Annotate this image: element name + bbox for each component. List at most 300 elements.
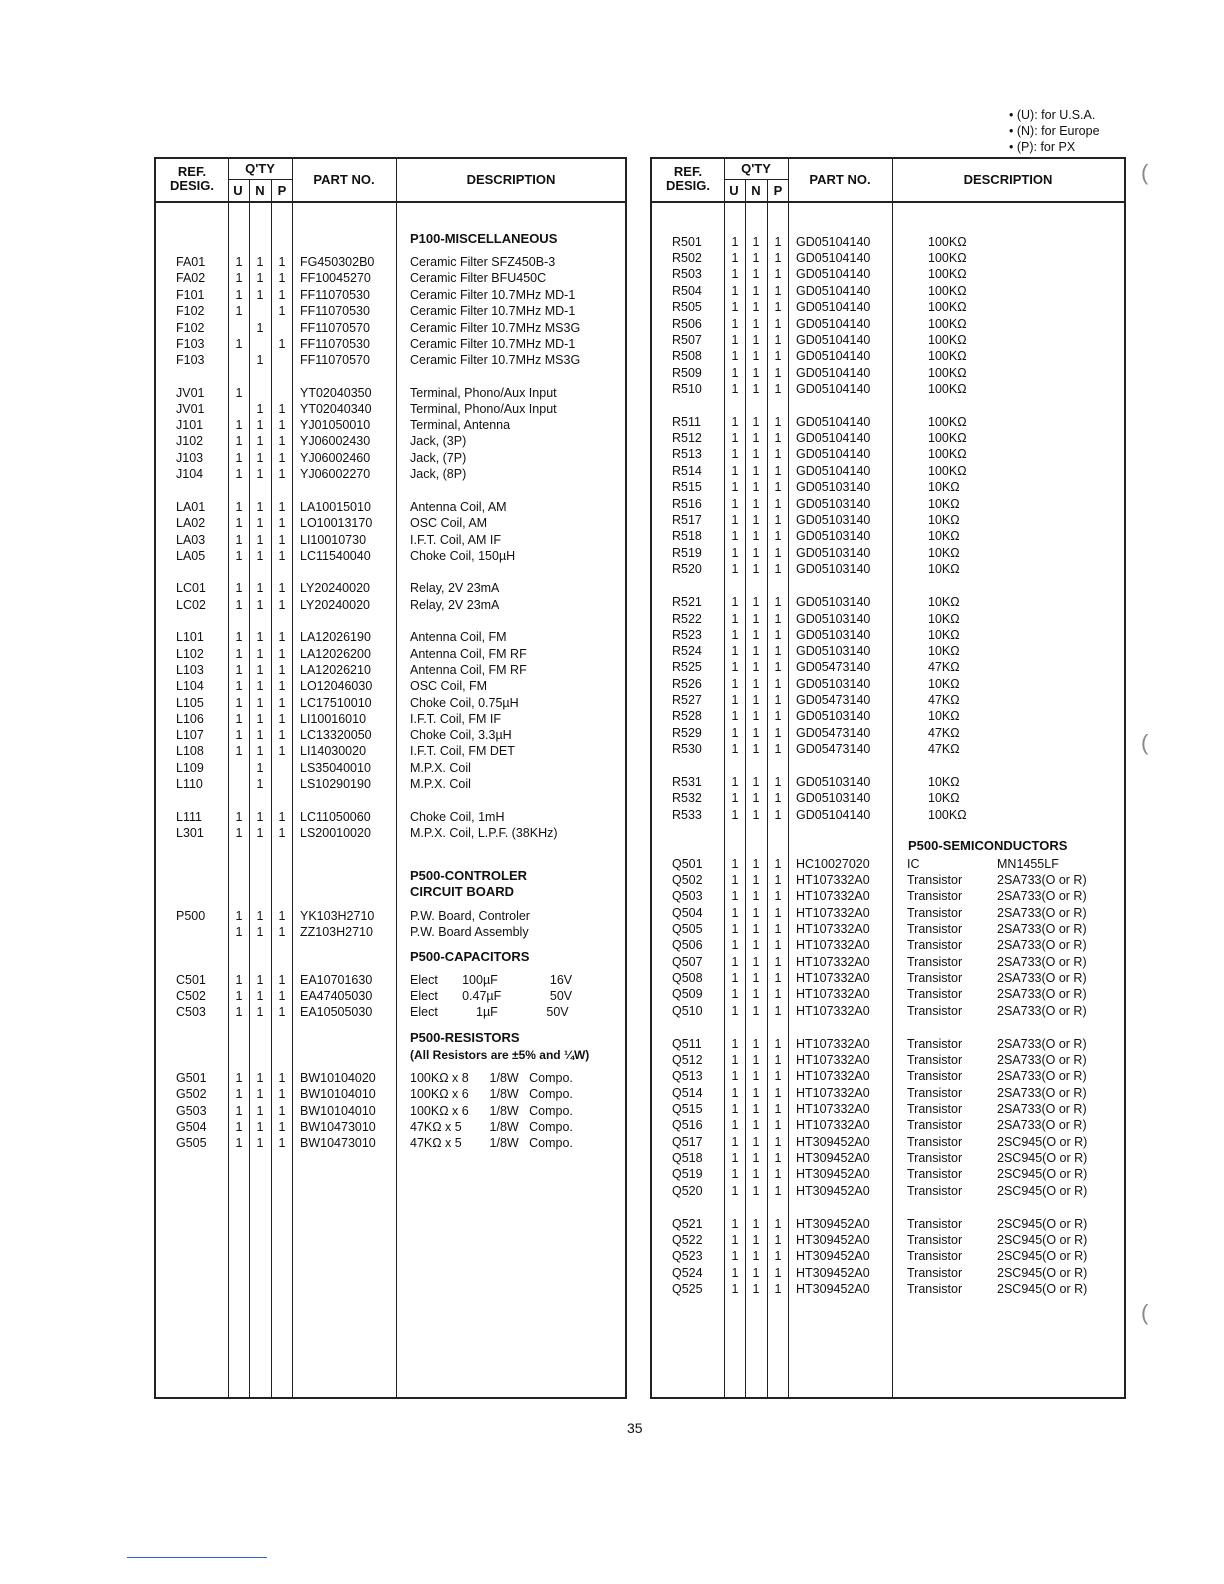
qty-n: 1 xyxy=(752,1102,760,1116)
qty-n: 1 xyxy=(752,317,760,331)
part-number: BW10104010 xyxy=(300,1087,376,1101)
ref-designator: R523 xyxy=(672,628,702,642)
description-detail: 2SA733(O or R) xyxy=(997,1037,1087,1051)
description: Terminal, Antenna xyxy=(410,418,511,432)
ref-designator: Q504 xyxy=(672,906,703,920)
part-number: GD05103140 xyxy=(796,497,871,511)
table-row xyxy=(156,646,625,662)
qty-n: 1 xyxy=(256,581,264,595)
table-row xyxy=(156,776,625,792)
ref-designator: R532 xyxy=(672,791,702,805)
qty-u: 1 xyxy=(235,255,243,269)
qty-p: 1 xyxy=(774,235,782,249)
qty-u: 1 xyxy=(731,1233,739,1247)
ref-designator: Q510 xyxy=(672,1004,703,1018)
part-number: GD05104140 xyxy=(796,415,871,429)
qty-p: 1 xyxy=(278,271,286,285)
part-number: GD05103140 xyxy=(796,775,871,789)
qty-n: 1 xyxy=(752,677,760,691)
table-row xyxy=(652,1036,1124,1052)
qty-n: 1 xyxy=(752,431,760,445)
qty-p: 1 xyxy=(774,284,782,298)
qty-p: 1 xyxy=(774,644,782,658)
qty-p: 1 xyxy=(774,300,782,314)
part-number: HT309452A0 xyxy=(796,1217,870,1231)
part-number: HT107332A0 xyxy=(796,906,870,920)
qty-p: 1 xyxy=(774,1069,782,1083)
footer-rule xyxy=(127,1557,267,1558)
qty-n: 1 xyxy=(256,663,264,677)
qty-u: 1 xyxy=(731,1037,739,1051)
ref-designator: Q522 xyxy=(672,1233,703,1247)
table-row xyxy=(652,365,1124,381)
qty-p: 1 xyxy=(774,677,782,691)
qty-n: 1 xyxy=(752,693,760,707)
table-row xyxy=(156,433,625,449)
qty-u: 1 xyxy=(731,742,739,756)
description: Transistor xyxy=(907,1282,963,1296)
description-detail: 2SA733(O or R) xyxy=(997,955,1087,969)
qty-u: 1 xyxy=(731,464,739,478)
qty-p: 1 xyxy=(278,337,286,351)
section-title: P500-CONTROLER xyxy=(410,868,528,883)
part-number: YJ01050010 xyxy=(300,418,371,432)
qty-p: 1 xyxy=(774,742,782,756)
qty-p: 1 xyxy=(774,1184,782,1198)
part-number: HT309452A0 xyxy=(796,1282,870,1296)
description: 100KΩ xyxy=(928,415,967,429)
table-row xyxy=(652,430,1124,446)
u-header: U xyxy=(233,183,243,198)
qty-u: 1 xyxy=(731,1266,739,1280)
qty-u: 1 xyxy=(235,679,243,693)
part-number: GD05104140 xyxy=(796,317,871,331)
part-number: GD05104140 xyxy=(796,333,871,347)
description: Choke Coil, 0.75µH xyxy=(410,696,519,710)
qty-n: 1 xyxy=(256,973,264,987)
description: Transistor xyxy=(907,906,963,920)
description: M.P.X. Coil xyxy=(410,777,471,791)
part-number: HT309452A0 xyxy=(796,1135,870,1149)
qty-p: 1 xyxy=(774,873,782,887)
qty-p: 1 xyxy=(278,418,286,432)
description: Transistor xyxy=(907,1037,963,1051)
table-row xyxy=(652,856,1124,872)
qty-u: 1 xyxy=(235,663,243,677)
qty-u: 1 xyxy=(731,808,739,822)
qty-p: 1 xyxy=(774,791,782,805)
qty-p: 1 xyxy=(774,382,782,396)
qty-n: 1 xyxy=(256,1005,264,1019)
part-number: BW10473010 xyxy=(300,1120,376,1134)
qty-n: 1 xyxy=(256,925,264,939)
qty-n: 1 xyxy=(752,1118,760,1132)
qty-u: 1 xyxy=(731,513,739,527)
part-number: LC11540040 xyxy=(300,549,371,563)
qty-u: 1 xyxy=(731,791,739,805)
description: Elect 100µF 16V xyxy=(410,973,573,987)
part-number: GD05104140 xyxy=(796,284,871,298)
qty-p: 1 xyxy=(278,712,286,726)
table-row xyxy=(156,1004,625,1020)
qty-n: 1 xyxy=(256,353,264,367)
description: Terminal, Phono/Aux Input xyxy=(410,386,557,400)
ref-designator: L102 xyxy=(176,647,204,661)
qty-n: 1 xyxy=(256,679,264,693)
ref-designator: Q502 xyxy=(672,873,703,887)
ref-designator: Q508 xyxy=(672,971,703,985)
qty-n: 1 xyxy=(752,938,760,952)
table-row xyxy=(652,872,1124,888)
qty-p: 1 xyxy=(774,513,782,527)
table-row xyxy=(156,548,625,564)
description: Antenna Coil, AM xyxy=(410,500,507,514)
part-number: BW10104010 xyxy=(300,1104,376,1118)
qty-u: 1 xyxy=(731,693,739,707)
part-number: FF11070570 xyxy=(300,321,370,335)
ref-designator: G502 xyxy=(176,1087,207,1101)
ref-designator: JV01 xyxy=(176,402,205,416)
table-row xyxy=(156,825,625,841)
description: Transistor xyxy=(907,1233,963,1247)
table-row xyxy=(652,414,1124,430)
qty-p: 1 xyxy=(278,744,286,758)
qty-p: 1 xyxy=(278,516,286,530)
qty-u: 1 xyxy=(235,973,243,987)
ref-designator: R518 xyxy=(672,529,702,543)
qty-n: 1 xyxy=(256,434,264,448)
table-row xyxy=(652,725,1124,741)
ref-designator: G504 xyxy=(176,1120,207,1134)
description: 10KΩ xyxy=(928,529,960,543)
table-row xyxy=(652,970,1124,986)
description: Transistor xyxy=(907,1004,963,1018)
description-header: DESCRIPTION xyxy=(963,172,1053,187)
description: IC xyxy=(907,857,920,871)
qty-p: 1 xyxy=(774,1217,782,1231)
qty-n: 1 xyxy=(752,1037,760,1051)
part-number: GD05103140 xyxy=(796,677,871,691)
qty-u: 1 xyxy=(731,922,739,936)
table-row xyxy=(156,499,625,515)
table-row xyxy=(652,479,1124,495)
qty-n: 1 xyxy=(752,1004,760,1018)
description: Transistor xyxy=(907,1118,963,1132)
description: 100KΩ xyxy=(928,300,967,314)
description: Jack, (3P) xyxy=(410,434,467,448)
qty-u: 1 xyxy=(731,775,739,789)
ref-designator: Q501 xyxy=(672,857,703,871)
qty-u: 1 xyxy=(731,1069,739,1083)
table-row xyxy=(156,695,625,711)
qty-p: 1 xyxy=(278,647,286,661)
qty-n: 1 xyxy=(752,971,760,985)
desig-label: DESIG. xyxy=(665,178,711,193)
ref-designator: Q513 xyxy=(672,1069,703,1083)
ref-designator: C503 xyxy=(176,1005,206,1019)
description: 47KΩ x 5 1/8W Compo. xyxy=(410,1120,573,1134)
ref-designator: J102 xyxy=(176,434,204,448)
ref-designator: LA01 xyxy=(176,500,206,514)
qty-u: 1 xyxy=(731,1004,739,1018)
qty-u: 1 xyxy=(731,349,739,363)
qty-p: 1 xyxy=(278,728,286,742)
description: 47KΩ xyxy=(928,660,960,674)
table-row xyxy=(652,332,1124,348)
ref-designator: Q523 xyxy=(672,1249,703,1263)
ref-designator: R521 xyxy=(672,595,702,609)
part-number: GD05103140 xyxy=(796,612,871,626)
qty-p: 1 xyxy=(774,431,782,445)
description: Transistor xyxy=(907,873,963,887)
qty-u: 1 xyxy=(731,1135,739,1149)
section-title: CIRCUIT BOARD xyxy=(410,884,514,899)
qty-u: 1 xyxy=(731,415,739,429)
ref-designator: JV01 xyxy=(176,386,205,400)
qty-u: 1 xyxy=(235,434,243,448)
qty-u: 1 xyxy=(731,709,739,723)
description: Transistor xyxy=(907,955,963,969)
qty-p: 1 xyxy=(774,1053,782,1067)
qty-n: 1 xyxy=(256,909,264,923)
table-row xyxy=(652,266,1124,282)
ref-designator: R501 xyxy=(672,235,702,249)
part-number: HT309452A0 xyxy=(796,1233,870,1247)
ref-designator: R520 xyxy=(672,562,702,576)
section-title: P500-SEMICONDUCTORS xyxy=(908,838,1068,853)
table-row xyxy=(652,1232,1124,1248)
ref-designator: R510 xyxy=(672,382,702,396)
qty-p: 1 xyxy=(278,973,286,987)
qty-p: 1 xyxy=(774,349,782,363)
qty-p: 1 xyxy=(774,987,782,1001)
qty-u: 1 xyxy=(731,987,739,1001)
qty-p: 1 xyxy=(278,696,286,710)
qty-u: 1 xyxy=(731,595,739,609)
description: Terminal, Phono/Aux Input xyxy=(410,402,557,416)
qty-u: 1 xyxy=(235,418,243,432)
part-number: LY20240020 xyxy=(300,581,370,595)
ref-designator: R503 xyxy=(672,267,702,281)
qty-p: 1 xyxy=(774,1135,782,1149)
ref-designator: R522 xyxy=(672,612,702,626)
margin-mark: ( xyxy=(1141,730,1149,755)
description: Jack, (8P) xyxy=(410,467,467,481)
description: Ceramic Filter SFZ450B-3 xyxy=(410,255,556,269)
table-row xyxy=(652,316,1124,332)
table-row xyxy=(652,1003,1124,1019)
part-number: GD05104140 xyxy=(796,251,871,265)
n-header: N xyxy=(751,183,761,198)
qty-u: 1 xyxy=(731,660,739,674)
part-number: YK103H2710 xyxy=(300,909,375,923)
qty-n: 1 xyxy=(256,271,264,285)
description: 10KΩ xyxy=(928,612,960,626)
table-row xyxy=(652,381,1124,397)
table-row xyxy=(652,283,1124,299)
table-row xyxy=(652,1265,1124,1281)
qty-p: 1 xyxy=(774,333,782,347)
part-number: HT107332A0 xyxy=(796,1118,870,1132)
qty-n: 1 xyxy=(256,321,264,335)
qty-u: 1 xyxy=(235,826,243,840)
description: Ceramic Filter BFU450C xyxy=(410,271,547,285)
qty-p: 1 xyxy=(278,402,286,416)
qty-p: 1 xyxy=(774,447,782,461)
qty-n: 1 xyxy=(752,251,760,265)
part-number: LA12026190 xyxy=(300,630,371,644)
ref-designator: L105 xyxy=(176,696,204,710)
qty-p: 1 xyxy=(774,546,782,560)
qty-u: 1 xyxy=(235,288,243,302)
part-number: GD05103140 xyxy=(796,562,871,576)
qty-u: 1 xyxy=(235,1087,243,1101)
part-number: GD05103140 xyxy=(796,595,871,609)
part-number: LI10010730 xyxy=(300,533,367,547)
qty-u: 1 xyxy=(731,366,739,380)
qty-n: 1 xyxy=(752,1151,760,1165)
description: 100KΩ x 6 1/8W Compo. xyxy=(410,1087,573,1101)
description: Transistor xyxy=(907,1053,963,1067)
qty-p: 1 xyxy=(774,857,782,871)
description: 10KΩ xyxy=(928,513,960,527)
part-number: ZZ103H2710 xyxy=(300,925,373,939)
qty-p: 1 xyxy=(774,366,782,380)
ref-designator: C502 xyxy=(176,989,206,1003)
qty-u: 1 xyxy=(235,810,243,824)
description: I.F.T. Coil, FM IF xyxy=(410,712,501,726)
table-row xyxy=(156,743,625,759)
table-row xyxy=(652,986,1124,1002)
qty-n: 1 xyxy=(256,712,264,726)
ref-designator: Q524 xyxy=(672,1266,703,1280)
qty-n: 1 xyxy=(256,418,264,432)
part-number: EA10505030 xyxy=(300,1005,373,1019)
part-number: HT309452A0 xyxy=(796,1167,870,1181)
part-number: HT107332A0 xyxy=(796,889,870,903)
part-number: FF10045270 xyxy=(300,271,371,285)
ref-designator: L107 xyxy=(176,728,204,742)
table-row xyxy=(156,417,625,433)
part-number: LO10013170 xyxy=(300,516,373,530)
qty-u: 1 xyxy=(235,533,243,547)
table-row xyxy=(156,972,625,988)
description-detail: 2SC945(O or R) xyxy=(997,1135,1088,1149)
qty-u: 1 xyxy=(731,546,739,560)
qty-p: 1 xyxy=(774,1118,782,1132)
part-number: LA12026210 xyxy=(300,663,371,677)
ref-designator: R519 xyxy=(672,546,702,560)
qty-p: 1 xyxy=(774,1266,782,1280)
description: Antenna Coil, FM RF xyxy=(410,647,527,661)
description: Transistor xyxy=(907,1167,963,1181)
qty-n: 1 xyxy=(256,728,264,742)
qty-n: 1 xyxy=(752,1167,760,1181)
qty-n: 1 xyxy=(752,1069,760,1083)
qty-p: 1 xyxy=(774,628,782,642)
description: 100KΩ xyxy=(928,317,967,331)
part-number: GD05103140 xyxy=(796,546,871,560)
ref-designator: Q512 xyxy=(672,1053,703,1067)
description: Transistor xyxy=(907,1069,963,1083)
ref-designator: Q521 xyxy=(672,1217,703,1231)
part-number: FF11070530 xyxy=(300,304,370,318)
description-detail: 2SA733(O or R) xyxy=(997,922,1087,936)
table-row xyxy=(652,1117,1124,1133)
part-number: GD05104140 xyxy=(796,300,871,314)
description: Transistor xyxy=(907,938,963,952)
qty-n: 1 xyxy=(752,235,760,249)
qty-p: 1 xyxy=(278,467,286,481)
section-title: P500-RESISTORS xyxy=(410,1030,520,1045)
ref-designator: G505 xyxy=(176,1136,207,1150)
qty-n: 1 xyxy=(752,987,760,1001)
table-row xyxy=(652,528,1124,544)
qty-n: 1 xyxy=(752,660,760,674)
table-row xyxy=(156,711,625,727)
p-header: P xyxy=(773,183,783,198)
description-detail: 2SC945(O or R) xyxy=(997,1233,1088,1247)
qty-p: 1 xyxy=(278,1120,286,1134)
qty-p: 1 xyxy=(774,251,782,265)
table-row xyxy=(156,580,625,596)
qty-n: 1 xyxy=(752,1135,760,1149)
qty-n: 1 xyxy=(752,1053,760,1067)
table-row xyxy=(156,1119,625,1135)
table-row xyxy=(652,659,1124,675)
qty-u: 1 xyxy=(731,644,739,658)
ref-designator: R529 xyxy=(672,726,702,740)
qty-n: 1 xyxy=(752,726,760,740)
qty-p: 1 xyxy=(774,1004,782,1018)
ref-desig-header xyxy=(652,165,724,193)
part-number: EA10701630 xyxy=(300,973,373,987)
part-number: FF11070570 xyxy=(300,353,370,367)
qty-p: 1 xyxy=(774,1086,782,1100)
table-row xyxy=(652,1052,1124,1068)
description-detail: 2SA733(O or R) xyxy=(997,971,1087,985)
table-row xyxy=(652,545,1124,561)
description: Transistor xyxy=(907,1102,963,1116)
description: Jack, (7P) xyxy=(410,451,467,465)
page-number: 35 xyxy=(627,1420,643,1436)
margin-mark: ( xyxy=(1141,160,1149,185)
qty-u: 1 xyxy=(731,612,739,626)
description-detail: 2SC945(O or R) xyxy=(997,1282,1088,1296)
table-row xyxy=(652,1248,1124,1264)
table-row xyxy=(652,1166,1124,1182)
qty-n: 1 xyxy=(256,630,264,644)
table-row xyxy=(156,760,625,776)
qty-p: 1 xyxy=(774,1151,782,1165)
description-detail: 2SA733(O or R) xyxy=(997,1069,1087,1083)
table-row xyxy=(156,303,625,319)
table-row xyxy=(652,708,1124,724)
table-row xyxy=(652,1068,1124,1084)
description: Choke Coil, 150µH xyxy=(410,549,516,563)
description-detail: 2SA733(O or R) xyxy=(997,1102,1087,1116)
qty-p: 1 xyxy=(278,1104,286,1118)
description: Relay, 2V 23mA xyxy=(410,598,500,612)
table-row xyxy=(652,905,1124,921)
ref-designator: R506 xyxy=(672,317,702,331)
ref-designator: J101 xyxy=(176,418,204,432)
qty-u: 1 xyxy=(235,337,243,351)
part-number: GD05103140 xyxy=(796,628,871,642)
ref-designator: F102 xyxy=(176,304,205,318)
part-number: LC13320050 xyxy=(300,728,372,742)
ref-designator: R531 xyxy=(672,775,702,789)
